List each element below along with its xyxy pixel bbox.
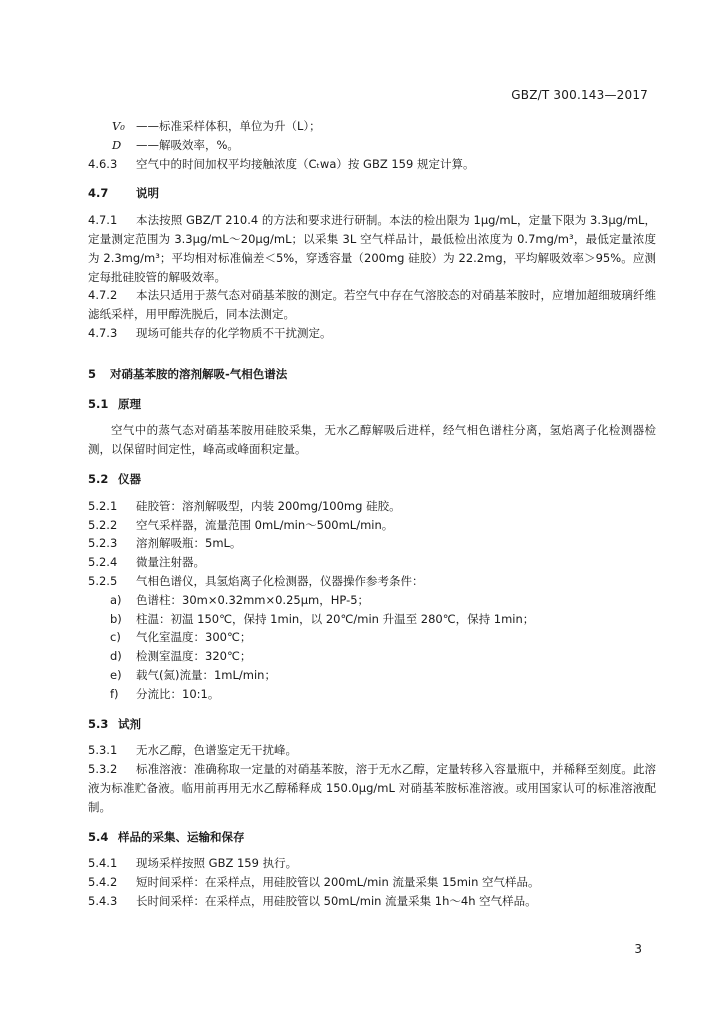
list-item — [88, 553, 656, 572]
clause-4-7-1 — [88, 211, 656, 286]
clause-text: 气相色谱仪，具氢焰离子化检测器，仪器操作参考条件： — [136, 573, 424, 588]
variable-symbol: V₀ — [112, 119, 125, 133]
list-item — [88, 892, 656, 911]
sub-list-item — [88, 628, 656, 647]
section-heading-5-4 — [88, 828, 656, 847]
clause-number: 4.7.2 — [88, 288, 118, 303]
sub-list-item — [88, 685, 656, 704]
clause-text: 本法只适用于蒸气态对硝基苯胺的测定。若空气中存在气溶胶态的对硝基苯胺时，应增加超细玻璃纤维滤纸采样，用甲醇洗脱后，同本法测定。 — [88, 288, 656, 322]
sub-text: 气化室温度：300℃； — [136, 630, 252, 645]
list-item — [88, 854, 656, 873]
section-number: 4.7 — [88, 186, 109, 201]
clause-number: 5.3.1 — [88, 743, 118, 758]
clause-number: 4.7.1 — [88, 213, 118, 228]
clause-text: 空气采样器，流量范围 0mL/min～500mL/min。 — [136, 517, 394, 532]
clause-text: 标准溶液：准确称取一定量的对硝基苯胺，溶于无水乙醇，定量转移入容量瓶中，并稀释至刻度。此溶液为标准贮备液。临用前再用无水乙醇稀释成 150.0μg/mL 对硝基苯胺标准溶液。或用国家认可的标准溶液配制。 — [88, 762, 656, 814]
list-item — [88, 497, 656, 516]
clause-4-7-2 — [88, 286, 656, 324]
section-title: 试剂 — [118, 716, 141, 731]
clause-number: 5.2.4 — [88, 555, 118, 570]
variable-text: ——标准采样体积，单位为升（L）； — [136, 119, 321, 133]
clause-text: 现场可能共存的化学物质不干扰测定。 — [136, 325, 332, 340]
sub-marker: e) — [110, 667, 122, 682]
clause-text: 长时间采样：在采样点，用硅胶管以 50mL/min 流量采集 1h～4h 空气样品。 — [136, 893, 537, 908]
variable-text: ——解吸效率，%。 — [136, 137, 239, 152]
clause-number: 5.4.3 — [88, 893, 118, 908]
sub-marker: a) — [110, 592, 122, 607]
list-item — [88, 534, 656, 553]
sub-text: 色谱柱：30m×0.32mm×0.25μm，HP-5； — [136, 592, 370, 607]
list-item — [88, 572, 656, 591]
sub-marker: f) — [110, 686, 119, 701]
clause-5-3-2 — [88, 760, 656, 816]
clause-4-6-3 — [88, 155, 656, 174]
clause-number: 5.2.2 — [88, 517, 118, 532]
variable-symbol: D — [112, 137, 122, 152]
clause-text: 现场采样按照 GBZ 159 执行。 — [136, 856, 298, 871]
sub-list-item — [88, 610, 656, 629]
chapter-number: 5 — [88, 366, 97, 381]
standard-code: GBZ/T 300.143—2017 — [511, 88, 648, 102]
clause-text: 无水乙醇，色谱鉴定无干扰峰。 — [136, 743, 297, 758]
section-heading-5-3 — [88, 715, 656, 734]
clause-number: 5.4.2 — [88, 875, 118, 890]
clause-text: 溶剂解吸瓶：5mL。 — [136, 536, 242, 551]
sub-list-item — [88, 647, 656, 666]
sub-text: 分流比：10:1。 — [136, 686, 220, 701]
clause-number: 5.3.2 — [88, 762, 118, 777]
section-heading-5-2 — [88, 470, 656, 489]
sub-marker: b) — [110, 611, 122, 626]
clause-5-3-1 — [88, 741, 656, 760]
clause-4-7-3 — [88, 324, 656, 343]
sub-marker: c) — [110, 630, 121, 645]
section-heading-4-7 — [88, 184, 656, 203]
sub-text: 柱温：初温 150℃，保持 1min，以 20℃/min 升温至 280℃，保持 1min； — [136, 611, 535, 626]
clause-text: 空气中的时间加权平均接触浓度（Cₜwa）按 GBZ 159 规定计算。 — [136, 156, 475, 171]
variable-definition — [88, 117, 656, 136]
sub-marker: d) — [110, 649, 122, 664]
section-heading-5-1 — [88, 395, 656, 414]
list-item — [88, 873, 656, 892]
section-title: 原理 — [118, 396, 141, 411]
sub-list-item — [88, 591, 656, 610]
page-number: 3 — [634, 942, 642, 956]
clause-number: 4.6.3 — [88, 156, 118, 171]
section-number: 5.4 — [88, 829, 109, 844]
clause-number: 5.2.3 — [88, 536, 118, 551]
section-title: 仪器 — [118, 471, 141, 486]
list-item — [88, 516, 656, 535]
clause-text: 硅胶管：溶剂解吸型，内装 200mg/100mg 硅胶。 — [136, 498, 401, 513]
clause-number: 5.4.1 — [88, 856, 118, 871]
section-title: 说明 — [136, 186, 159, 201]
clause-text: 本法按照 GBZ/T 210.4 的方法和要求进行研制。本法的检出限为 1μg/mL，定量下限为 3.3μg/mL，定量测定范围为 3.3μg/mL～20μg/mL；以采集 3L 空气样品计，最低检出浓度为 0.7mg/m³，最低定量浓度为 2.3mg/m³；平均相对标准偏差＜5%，穿透容量（200mg 硅胶）为 22.2mg，平均解吸效率＞95%。应测定每批硅胶管的解吸效率。 — [88, 213, 656, 284]
chapter-title: 对硝基苯胺的溶剂解吸-气相色谱法 — [110, 366, 288, 381]
clause-number: 5.2.1 — [88, 498, 118, 513]
sub-text: 载气(氮)流量：1mL/min； — [136, 667, 276, 682]
clause-text: 微量注射器。 — [136, 555, 205, 570]
section-title: 样品的采集、运输和保存 — [118, 829, 245, 844]
sub-list-item — [88, 666, 656, 685]
sub-text: 检测室温度：320℃； — [136, 649, 252, 664]
principle-paragraph: 空气中的蒸气态对硝基苯胺用硅胶采集，无水乙醇解吸后进样，经气相色谱柱分离，氢焰离子化检测器检测，以保留时间定性，峰高或峰面积定量。 — [88, 423, 656, 457]
chapter-heading-5 — [88, 365, 656, 384]
section-number: 5.3 — [88, 716, 109, 731]
clause-number: 4.7.3 — [88, 325, 118, 340]
section-number: 5.2 — [88, 471, 109, 486]
section-number: 5.1 — [88, 396, 109, 411]
clause-text: 短时间采样：在采样点，用硅胶管以 200mL/min 流量采集 15min 空气样品。 — [136, 875, 540, 890]
variable-definition — [88, 136, 656, 155]
clause-number: 5.2.5 — [88, 573, 118, 588]
page-content — [88, 117, 656, 911]
